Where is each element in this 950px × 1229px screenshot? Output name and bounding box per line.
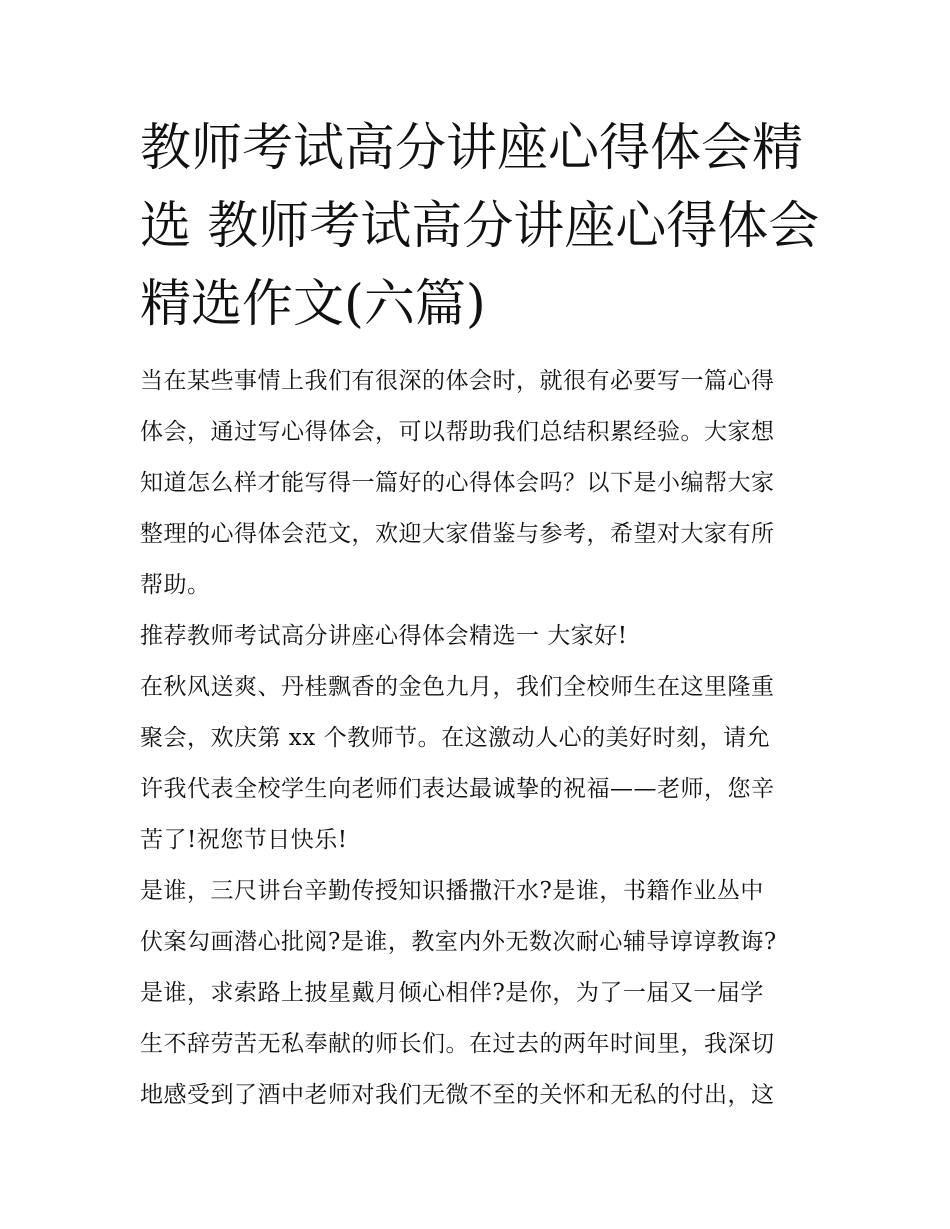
document-page [140,110,820,1121]
text-line: 体会，通过写心得体会，可以帮助我们总结积累经验。大家想 [140,419,775,445]
text-line: 苦了!祝您节日快乐! [140,827,348,853]
text-line: 知道怎么样才能写得一篇好的心得体会吗？以下是小编帮大家 [140,470,775,496]
text-line: 推荐教师考试高分讲座心得体会精选一 大家好! [140,623,628,649]
text-line: 在秋风送爽、丹桂飘香的金色九月，我们全校师生在这里隆重 [140,674,775,700]
text-line: 聚会，欢庆第 xx 个教师节。在这激动人心的美好时刻，请允 [140,725,771,751]
document-title [140,110,820,344]
text-line: 地感受到了酒中老师对我们无微不至的关怀和无私的付出，这 [140,1082,775,1108]
text-line: 伏案勾画潜心批阅?是谁，教室内外无数次耐心辅导谆谆教诲? [140,929,777,955]
title-line: 选 教师考试高分讲座心得体会 [140,197,820,256]
text-line: 许我代表全校学生向老师们表达最诚挚的祝福——老师，您辛 [140,776,775,802]
text-line: 是谁，求索路上披星戴月倾心相伴?是你，为了一届又一届学 [140,980,764,1006]
title-line: 教师考试高分讲座心得体会精 [140,119,804,178]
body-paragraph [140,662,812,866]
section-heading-paragraph [140,611,812,662]
text-line: 帮助。 [140,572,211,598]
title-line: 精选作文(六篇) [140,275,486,334]
body-paragraph [140,866,812,1121]
intro-paragraph [140,356,812,611]
text-line: 当在某些事情上我们有很深的体会时，就很有必要写一篇心得 [140,368,775,394]
text-line: 生不辞劳苦无私奉献的师长们。在过去的两年时间里，我深切 [140,1031,775,1057]
text-line: 是谁，三尺讲台辛勤传授知识播撒汗水?是谁，书籍作业丛中 [140,878,764,904]
text-line: 整理的心得体会范文，欢迎大家借鉴与参考，希望对大家有所 [140,521,775,547]
